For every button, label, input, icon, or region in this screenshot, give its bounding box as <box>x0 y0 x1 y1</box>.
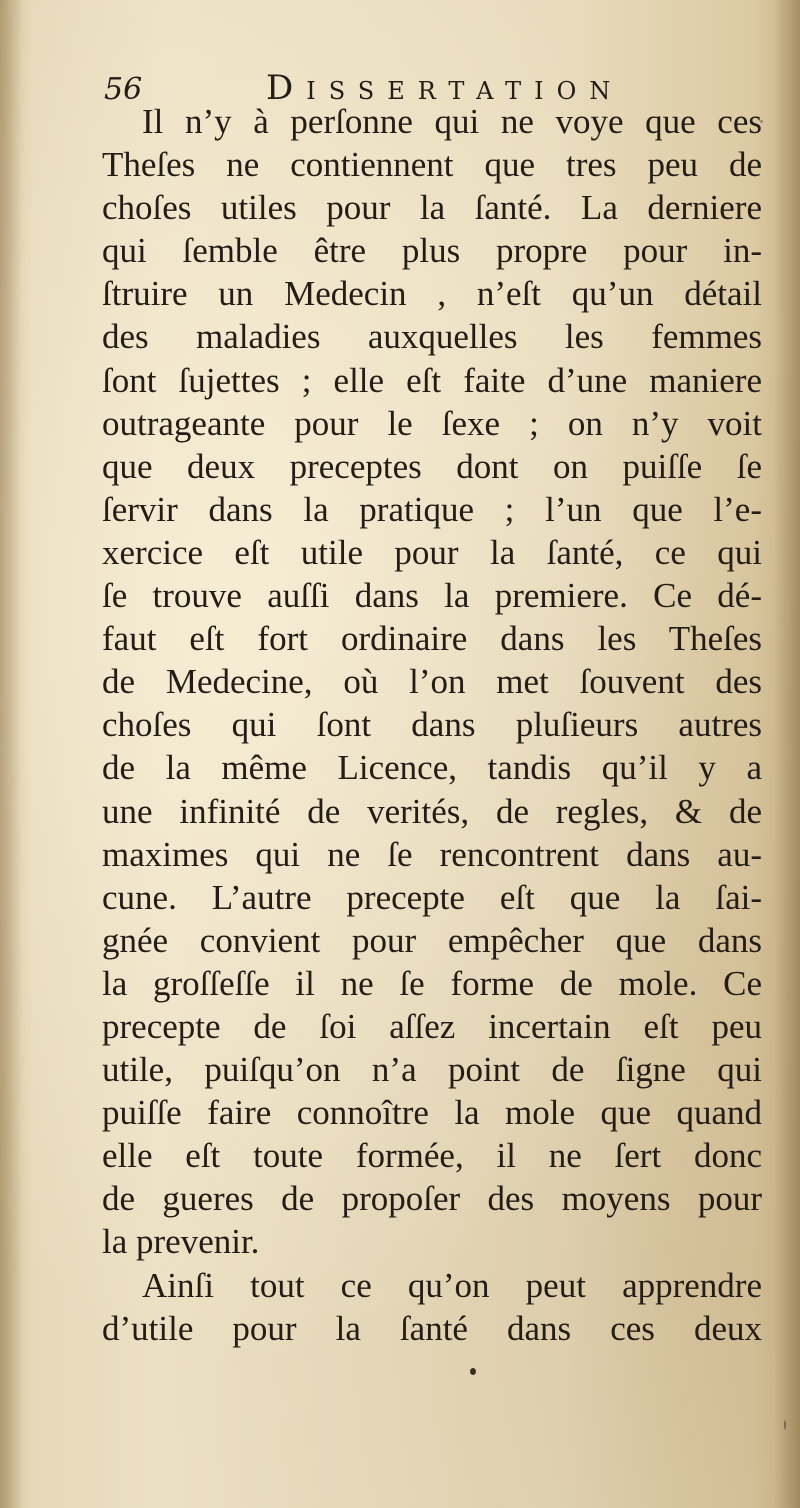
text-line: ſtruire un Medecin , n’eſt qu’un détail <box>102 274 762 314</box>
text-line: outrageante pour le ſexe ; on n’y voit <box>102 403 762 443</box>
text-line: gnée convient pour empêcher que dans <box>102 920 762 960</box>
text-line: la groſſeſſe il ne ſe forme de mole. Ce <box>102 963 762 1003</box>
paragraph-2 <box>102 1264 762 1350</box>
text-line: utile, puiſqu’on n’a point de ſigne qui <box>102 1050 762 1090</box>
text-line: qui ſemble être plus propre pour in- <box>102 231 762 271</box>
text-line: ſervir dans la pratique ; l’un que l’e- <box>102 489 762 529</box>
text-line: puiſſe faire connoître la mole que quand <box>102 1093 762 1133</box>
body-text <box>102 100 762 1350</box>
text-line: choſes utiles pour la ſanté. La derniere <box>102 188 762 228</box>
running-title: Dissertation <box>266 68 624 108</box>
text-line: la prevenir. <box>102 1222 260 1262</box>
text-line: Theſes ne contiennent que tres peu de <box>102 145 762 185</box>
text-line: de la même Licence, tandis qu’il y a <box>102 748 762 788</box>
paragraph-1 <box>102 100 762 1264</box>
ink-speck <box>470 1368 476 1375</box>
page-edge-shadow-right <box>774 0 800 1508</box>
text-line: ſont ſujettes ; elle eſt faite d’une maniere <box>102 360 762 400</box>
page-edge-shadow-left <box>0 0 22 1508</box>
text-line: des maladies auxquelles les femmes <box>102 317 762 357</box>
text-line: xercice eſt utile pour la ſanté, ce qui <box>102 532 762 572</box>
text-line: elle eſt toute formée, il ne ſert donc <box>102 1136 762 1176</box>
text-line: Il n’y à perſonne qui ne voye que ces <box>142 102 762 141</box>
text-line: faut eſt fort ordinaire dans les Theſes <box>102 619 762 659</box>
text-line: choſes qui ſont dans pluſieurs autres <box>102 705 762 745</box>
text-line: maximes qui ne ſe rencontrent dans au- <box>102 834 762 874</box>
text-line: de Medecine, où l’on met ſouvent des <box>102 662 762 702</box>
text-line: d’utile pour la ſanté dans ces deux <box>102 1308 762 1348</box>
ink-speck <box>760 120 763 123</box>
ink-speck <box>784 1420 786 1430</box>
text-line: de gueres de propoſer des moyens pour <box>102 1179 762 1219</box>
text-line: Ainſi tout ce qu’on peut apprendre <box>142 1265 762 1305</box>
text-line: cune. L’autre precepte eſt que la ſai- <box>102 877 762 917</box>
text-line: une infinité de verités, de regles, & de <box>102 791 762 831</box>
text-line: precepte de ſoi aſſez incertain eſt peu <box>102 1006 762 1046</box>
page-number: 56 <box>104 72 143 107</box>
text-line: que deux preceptes dont on puiſſe ſe <box>102 446 762 486</box>
text-line: ſe trouve auſſi dans la premiere. Ce dé- <box>102 576 762 616</box>
